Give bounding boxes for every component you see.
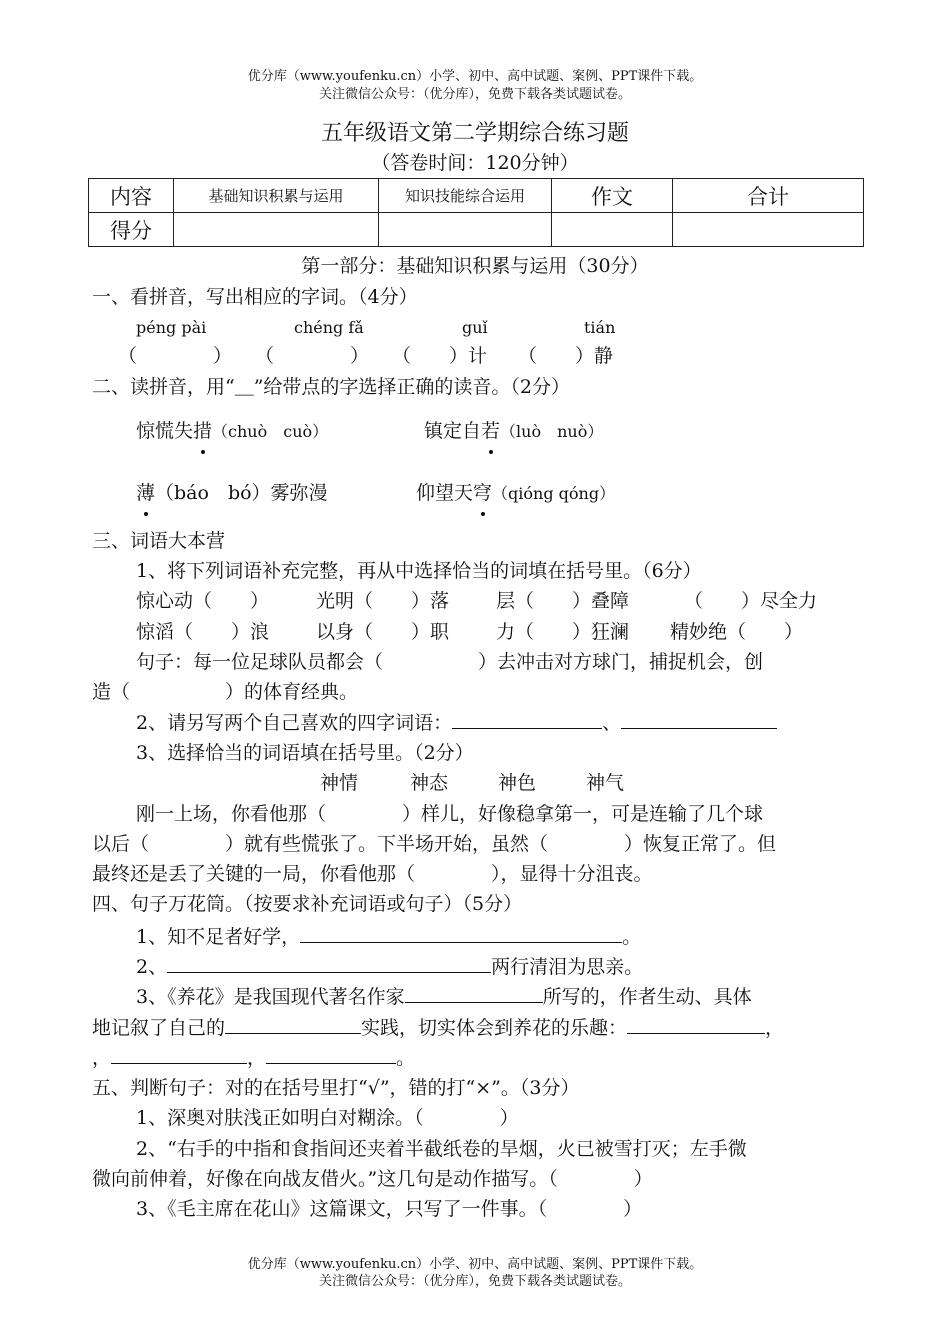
score-table	[88, 178, 864, 247]
answer-line[interactable]	[111, 1043, 247, 1064]
answer-blank-3[interactable]: （ ）计	[392, 345, 488, 367]
part-heading: 第一部分：基础知识积累与运用（30分）	[301, 255, 649, 277]
dotted-char: 措	[193, 416, 212, 446]
answer-line[interactable]	[300, 922, 622, 943]
judge-item: 2、“右手的中指和食指间还夹着半截纸卷的旱烟，火已被雪打灭；左手微	[136, 1138, 747, 1160]
word-item[interactable]: 惊心动（ ）	[136, 590, 270, 612]
score-table-score-row	[89, 213, 864, 247]
paragraph-line: 以后（ ）就有些慌张了。下半场开始，虽然（ ）恢复正常了。但	[92, 833, 777, 855]
score-input-cell[interactable]	[379, 213, 552, 247]
header-line-1: 优分库（www.youfenku.cn）小学、初中、高中试题、案例、PPT课件下载。	[247, 69, 703, 84]
word-item[interactable]: 精妙绝（ ）	[670, 621, 804, 643]
fill-line: 地记叙了自己的 实践，切实体会到养花的乐趣： ，	[92, 1013, 784, 1043]
question-3-title: 三、词语大本营	[92, 530, 226, 552]
question-3-sub-3: 3、选择恰当的词语填在括号里。（2分）	[136, 742, 474, 764]
judge-item[interactable]: 3、《毛主席在花山》这篇课文，只写了一件事。（ ）	[136, 1198, 643, 1220]
question-3-sub-2: 2、请另写两个自己喜欢的四字词语： 、	[136, 708, 777, 738]
choice-word: 神色	[498, 772, 537, 794]
answer-line[interactable]	[452, 708, 602, 729]
answer-line[interactable]	[225, 1013, 361, 1034]
answer-line[interactable]	[627, 1013, 765, 1034]
dotted-char: 薄	[136, 478, 155, 508]
pronunciation-item: 镇定自若（luò nuò）	[424, 416, 603, 447]
question-2-title: 二、读拼音，用“＿”给带点的字选择正确的读音。（2分）	[92, 376, 571, 398]
table-cell: 基础知识积累与运用	[174, 179, 379, 213]
word-item[interactable]: 光明（ ）落	[316, 590, 450, 612]
fill-line: ， ， 。	[92, 1043, 415, 1073]
question-5-title: 五、判断句子：对的在括号里打“√”，错的打“×”。（3分）	[92, 1077, 580, 1099]
score-input-cell[interactable]	[552, 213, 673, 247]
dotted-char: 若	[481, 416, 500, 446]
answer-blank-4[interactable]: （ ）静	[518, 345, 614, 367]
paragraph-line: 最终还是丢了关键的一局，你看他那（ ），显得十分沮丧。	[92, 863, 653, 885]
answer-blank-1[interactable]: （ ）	[118, 345, 233, 367]
table-cell: 内容	[89, 179, 174, 213]
answer-blank-2[interactable]: （ ）	[255, 345, 370, 367]
table-cell: 知识技能综合运用	[379, 179, 552, 213]
word-item[interactable]: 层（ ）叠障	[496, 590, 630, 612]
score-table-header-row	[89, 179, 864, 213]
choice-word: 神气	[586, 772, 625, 794]
answer-line[interactable]	[167, 952, 491, 973]
page-title: 五年级语文第二学期综合练习题	[320, 121, 629, 146]
question-4-title: 四、句子万花筒。（按要求补充词语或句子）（5分）	[92, 893, 523, 915]
footer-line-2: 关注微信公众号：（优分库），免费下载各类试题试卷。	[318, 1274, 631, 1289]
judge-item[interactable]: 1、深奥对肤浅正如明白对糊涂。（ ）	[136, 1107, 519, 1129]
paragraph-line: 刚一上场，你看他那（ ）样儿，好像稳拿第一，可是连输了几个球	[136, 803, 764, 825]
score-input-cell[interactable]	[174, 213, 379, 247]
pinyin-3: guǐ	[462, 318, 488, 337]
pronunciation-item: 薄（báo bó）雾弥漫	[136, 478, 328, 508]
table-cell: 得分	[89, 213, 174, 247]
score-input-cell[interactable]	[673, 213, 864, 247]
answer-line[interactable]	[266, 1043, 396, 1064]
footer-line-1: 优分库（www.youfenku.cn）小学、初中、高中试题、案例、PPT课件下载。	[247, 1257, 703, 1272]
table-cell: 合计	[673, 179, 864, 213]
word-item[interactable]: 以身（ ）职	[316, 621, 450, 643]
fill-line: 3、《养花》是我国现代著名作家 所写的，作者生动、具体	[136, 982, 752, 1012]
sentence-line: 造（ ）的体育经典。	[92, 681, 359, 703]
judge-item[interactable]: 微向前伸着，好像在向战友借火。”这几句是动作描写。（ ）	[92, 1168, 653, 1190]
word-item[interactable]: （ ）尽全力	[684, 590, 818, 612]
pinyin-2: chéng fǎ	[294, 318, 364, 337]
sentence-line: 句子：每一位足球队员都会（ ）去冲击对方球门，捕捉机会，创	[136, 651, 764, 673]
pinyin-1: péng pài	[136, 318, 207, 337]
header-line-2: 关注微信公众号：（优分库），免费下载各类试题试卷。	[318, 87, 631, 102]
word-item[interactable]: 惊滔（ ）浪	[136, 621, 270, 643]
question-3-sub-1: 1、将下列词语补充完整，再从中选择恰当的词填在括号里。（6分）	[136, 560, 702, 582]
table-cell: 作文	[552, 179, 673, 213]
pronunciation-item: 仰望天穹（qióng qóng）	[416, 478, 615, 509]
word-item[interactable]: 力（ ）狂澜	[496, 621, 630, 643]
answer-line[interactable]	[621, 708, 777, 729]
dotted-char: 穹	[473, 478, 492, 508]
choice-word: 神情	[320, 772, 359, 794]
choice-word: 神态	[410, 772, 449, 794]
page-subtitle: （答卷时间：120分钟）	[371, 152, 579, 174]
pinyin-4: tián	[584, 318, 616, 337]
pronunciation-item: 惊慌失措（chuò cuò）	[136, 416, 328, 447]
question-1-title: 一、看拼音，写出相应的字词。（4分）	[92, 286, 418, 308]
fill-line: 2、 两行清泪为思亲。	[136, 952, 643, 982]
answer-line[interactable]	[405, 982, 543, 1003]
fill-line: 1、知不足者好学， 。	[136, 922, 641, 952]
